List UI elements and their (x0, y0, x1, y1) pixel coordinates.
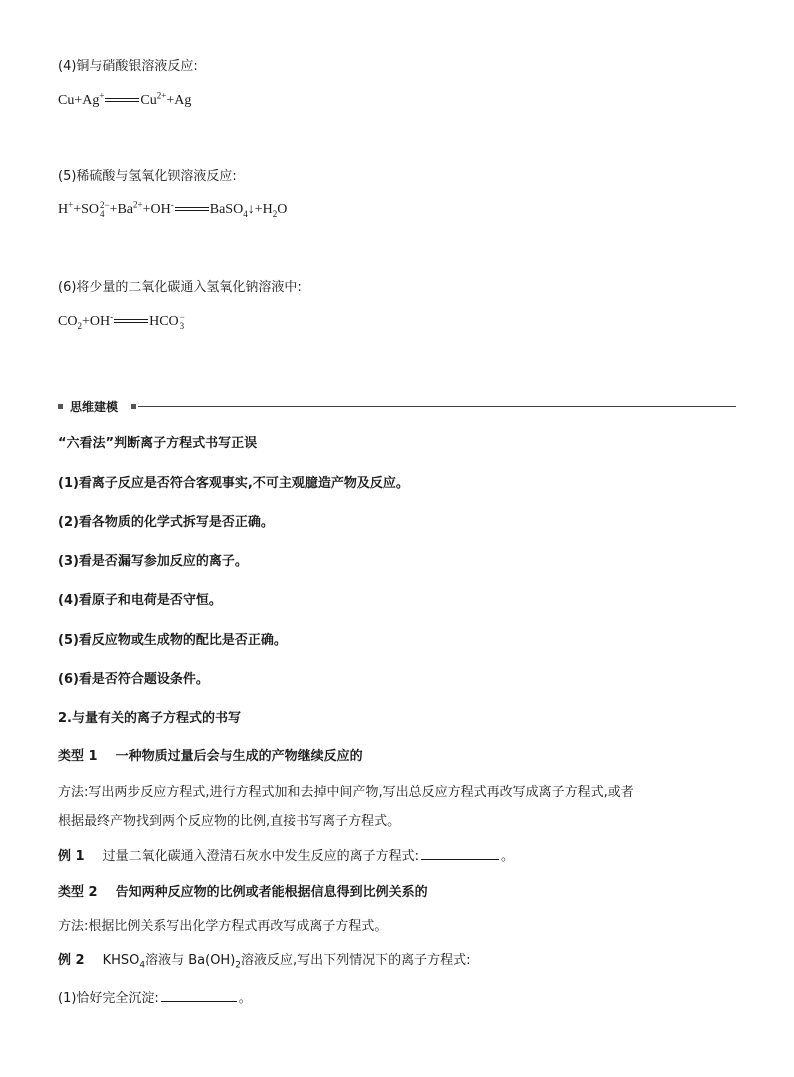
equals-sign-icon (114, 317, 148, 327)
rule-item: (2)看各物质的化学式拆写是否正确。 (58, 515, 274, 530)
method-2: 方法:根据比例关系写出化学方程式再改写成离子方程式。 (58, 919, 388, 934)
answer-blank[interactable] (161, 988, 237, 1002)
example-1-text: 过量二氧化碳通入澄清石灰水中发生反应的离子方程式: (102, 849, 419, 864)
item-5-label: (5)稀硫酸与氢氧化钡溶液反应: (58, 169, 237, 184)
part2-heading: 2.与量有关的离子方程式的书写 (58, 711, 241, 726)
square-bullet-icon (58, 404, 63, 409)
square-bullet-icon (131, 404, 136, 409)
method-1-line-2: 根据最终产物找到两个反应物的比例,直接书写离子方程式。 (58, 814, 401, 829)
rule-item: (3)看是否漏写参加反应的离子。 (58, 554, 248, 569)
answer-blank[interactable] (421, 846, 499, 860)
item-5-formula: H++SO 2− 4 $+Ba^{2+}+OH^-$ $BaSO_4↓+H_2O$ (58, 199, 288, 220)
type-2-label: 类型 2 (58, 885, 98, 900)
rule-item: (6)看是否符合题设条件。 (58, 672, 209, 687)
rule-item: (1)看离子反应是否符合客观事实,不可主观臆造产物及反应。 (58, 476, 409, 491)
type-2-title: 告知两种反应物的比例或者能根据信息得到比例关系的 (115, 885, 428, 900)
item-4-formula: Cu+Ag+ $Cu^{2+}+Ag$ (58, 90, 192, 108)
item-6-formula: $CO_2+OH^-$ HCO − 3 (58, 311, 185, 332)
example-1: 例 1 过量二氧化碳通入澄清石灰水中发生反应的离子方程式: 。 (58, 846, 514, 866)
example-2-label: 例 2 (58, 953, 85, 968)
rule-item: (5)看反应物或生成物的配比是否正确。 (58, 633, 287, 648)
type-1-heading (58, 748, 363, 766)
section-title: 思维建模 (70, 400, 119, 414)
method-1-line-1: 方法:写出两步反应方程式,进行方程式加和去掉中间产物,写出总反应方程式再改写成离子方程式,或者 (58, 785, 634, 800)
item-6-label: (6)将少量的二氧化碳通入氢氧化钠溶液中: (58, 280, 302, 295)
section-divider (138, 406, 736, 407)
sub-question-1: (1)恰好完全沉淀: 。 (58, 988, 252, 1008)
equals-sign-icon (175, 205, 209, 215)
type-1-title: 一种物质过量后会与生成的产物继续反应的 (115, 749, 363, 764)
example-1-label: 例 1 (58, 849, 85, 864)
section-header (58, 398, 736, 416)
type-2-heading (58, 884, 428, 902)
type-1-label: 类型 1 (58, 749, 98, 764)
example-2: 例 2 $KHSO_4$溶液与 $Ba(OH)_2$溶液反应,写出下列情况下的离子方程式: (58, 953, 471, 971)
item-4-label: (4)铜与硝酸银溶液反应: (58, 59, 198, 74)
rule-item: (4)看原子和电荷是否守恒。 (58, 593, 222, 608)
equals-sign-icon (105, 96, 139, 106)
model-heading: “六看法”判断离子方程式书写正误 (58, 436, 258, 451)
